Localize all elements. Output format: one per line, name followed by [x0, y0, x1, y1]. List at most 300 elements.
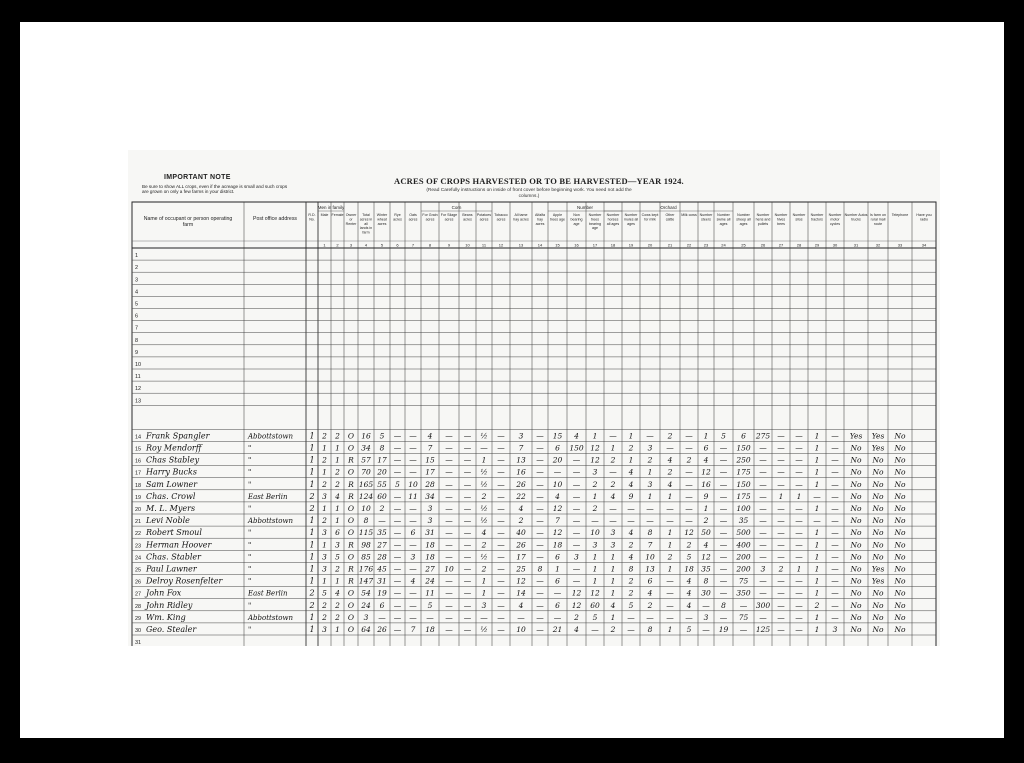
note-heading: IMPORTANT NOTE: [164, 174, 231, 181]
data-cell: —: [572, 467, 581, 477]
data-cell: 26: [516, 479, 526, 489]
data-cell: —: [759, 491, 767, 501]
column-header: Have you: [916, 213, 932, 217]
data-cell: R: [348, 576, 354, 586]
column-header: swine all: [716, 217, 731, 222]
data-cell: 60: [590, 600, 600, 610]
data-cell: 2: [686, 540, 692, 550]
post-office: ": [248, 601, 252, 610]
data-cell: —: [445, 576, 453, 586]
data-cell: 1: [814, 455, 820, 465]
data-cell: 12: [590, 455, 600, 465]
data-cell: Yes: [871, 431, 885, 441]
data-cell: —: [759, 455, 767, 465]
data-cell: —: [719, 528, 728, 538]
data-cell: R: [348, 564, 354, 574]
data-cell: 12: [701, 467, 711, 477]
data-cell: 1: [555, 564, 560, 574]
data-cell: 2: [335, 431, 340, 441]
column-header: or: [349, 217, 353, 222]
data-cell: 1: [592, 491, 598, 501]
data-cell: 50: [701, 528, 711, 538]
data-cell: 20: [552, 455, 563, 465]
row-number: 19: [135, 494, 142, 501]
column-header: All tame: [514, 213, 528, 217]
data-cell: —: [759, 588, 767, 598]
data-cell: 500: [736, 528, 751, 538]
data-cell: ½: [480, 467, 488, 477]
data-cell: O: [347, 600, 355, 610]
data-cell: 2: [647, 455, 653, 465]
data-cell: —: [813, 491, 821, 501]
data-cell: —: [536, 576, 544, 586]
data-cell: 28: [425, 479, 435, 489]
data-cell: No: [872, 600, 884, 610]
data-cell: —: [497, 431, 505, 441]
data-cell: 2: [322, 516, 327, 526]
post-office: ": [248, 565, 252, 574]
data-cell: 5: [721, 431, 726, 441]
row-number: 22: [135, 531, 142, 538]
data-cell: 2: [628, 540, 634, 550]
column-header: rural mail: [870, 217, 886, 222]
data-cell: No: [894, 467, 906, 477]
data-cell: 1: [481, 576, 487, 586]
data-cell: 26: [377, 625, 387, 634]
data-cell: —: [831, 516, 839, 526]
data-cell: No: [894, 540, 906, 550]
post-office: ": [248, 541, 252, 550]
column-number: 18: [610, 242, 616, 248]
column-header: hens and: [755, 217, 771, 222]
data-cell: —: [463, 504, 472, 513]
data-cell: 1: [481, 588, 487, 598]
column-header: acres: [425, 217, 435, 222]
column-header: acres: [393, 217, 402, 222]
data-cell: —: [409, 588, 417, 598]
occupant-name: Chas Stabley: [146, 455, 200, 465]
data-cell: —: [409, 467, 417, 477]
column-number: 31: [853, 242, 859, 248]
data-cell: 3: [322, 528, 327, 538]
data-cell: 34: [425, 491, 435, 501]
data-cell: ½: [480, 431, 488, 441]
row-number: 15: [135, 446, 142, 453]
data-cell: 3: [410, 552, 416, 562]
data-cell: 2: [335, 612, 340, 622]
column-number: 10: [465, 242, 470, 248]
data-cell: —: [719, 443, 728, 453]
column-header: Oats: [409, 213, 417, 217]
column-number: 29: [814, 242, 820, 248]
row-number: 26: [135, 579, 142, 586]
column-header: Post office address: [252, 216, 298, 222]
data-cell: 1: [335, 455, 340, 465]
data-cell: —: [759, 467, 767, 477]
data-cell: —: [445, 612, 453, 622]
data-cell: 12: [684, 528, 694, 538]
data-cell: 3: [427, 516, 433, 526]
data-cell: —: [813, 516, 821, 526]
data-cell: No: [850, 504, 862, 513]
data-cell: 12: [552, 528, 563, 538]
data-cell: —: [831, 491, 839, 501]
data-cell: 1: [667, 564, 673, 574]
data-cell: —: [536, 588, 544, 598]
data-cell: 10: [516, 625, 526, 634]
row-number: 6: [135, 313, 139, 320]
occupant-name: Levi Noble: [146, 516, 190, 526]
column-header: acres: [496, 217, 506, 222]
data-cell: 2: [322, 612, 327, 622]
data-cell: —: [702, 600, 710, 610]
data-cell: —: [409, 431, 417, 441]
data-cell: 26: [516, 540, 526, 550]
data-cell: 10: [590, 528, 600, 538]
row-number: 2: [135, 265, 139, 272]
column-header: all: [364, 221, 368, 226]
data-cell: —: [777, 600, 785, 610]
column-number: 14: [537, 242, 543, 248]
data-cell: 45: [377, 564, 387, 574]
row-number: 12: [135, 386, 142, 393]
rd-number: 1: [309, 564, 315, 574]
row-number: 11: [135, 374, 141, 381]
data-cell: 2: [322, 431, 327, 441]
data-cell: No: [872, 588, 884, 598]
data-cell: 19: [718, 625, 729, 634]
data-cell: 13: [645, 564, 655, 574]
row-number: 27: [135, 591, 142, 598]
data-cell: —: [666, 600, 674, 610]
data-cell: 19: [377, 588, 387, 598]
microfilm-page: [20, 22, 1004, 738]
data-cell: —: [831, 600, 839, 610]
data-cell: —: [685, 443, 693, 453]
rd-number: 2: [309, 491, 315, 501]
column-number: 16: [574, 242, 579, 248]
data-cell: —: [445, 479, 453, 489]
column-number: 22: [686, 242, 692, 248]
data-cell: —: [719, 504, 728, 513]
data-cell: 4: [518, 504, 524, 513]
data-cell: 12: [571, 588, 582, 598]
column-header: trees age: [550, 217, 565, 222]
column-header: cattle: [665, 217, 675, 222]
column-number: 28: [796, 242, 802, 248]
post-office: ": [248, 456, 252, 465]
data-cell: No: [894, 479, 906, 489]
data-cell: —: [759, 443, 767, 453]
data-cell: ½: [480, 479, 488, 489]
data-cell: —: [497, 479, 505, 489]
group-header: Men in family: [317, 205, 345, 210]
data-cell: 11: [408, 491, 418, 501]
column-header: acres: [444, 217, 454, 222]
data-cell: —: [445, 528, 453, 538]
data-cell: 150: [736, 443, 751, 453]
data-cell: —: [497, 612, 505, 622]
data-cell: ½: [480, 504, 488, 513]
data-cell: —: [445, 552, 453, 562]
data-cell: —: [572, 491, 581, 501]
data-cell: —: [497, 625, 505, 634]
data-cell: 1: [796, 564, 802, 574]
data-cell: 4: [574, 625, 579, 634]
column-number: 33: [897, 242, 903, 248]
data-cell: 57: [361, 455, 371, 465]
data-cell: —: [795, 528, 803, 538]
data-cell: —: [795, 479, 803, 489]
data-cell: 4: [686, 576, 692, 586]
data-cell: 75: [738, 612, 749, 622]
data-cell: 9: [703, 491, 709, 501]
data-cell: No: [850, 552, 862, 562]
data-cell: 5: [592, 612, 598, 622]
data-cell: —: [777, 467, 785, 477]
data-cell: —: [572, 528, 581, 538]
data-cell: O: [347, 625, 355, 634]
data-cell: 4: [427, 431, 433, 441]
row-number: 25: [135, 567, 142, 574]
data-cell: 2: [667, 552, 673, 562]
row-number: 17: [135, 470, 142, 477]
data-cell: 1: [814, 552, 820, 562]
data-cell: No: [872, 491, 884, 501]
data-cell: 5: [427, 600, 433, 610]
data-cell: 10: [408, 479, 418, 489]
data-cell: 3: [592, 467, 598, 477]
data-cell: 4: [628, 467, 634, 477]
data-cell: 125: [755, 625, 771, 634]
data-cell: —: [831, 540, 839, 550]
data-cell: 4: [647, 588, 653, 598]
rd-number: 1: [309, 443, 315, 453]
data-cell: —: [777, 443, 785, 453]
data-cell: 3: [363, 612, 369, 622]
column-header: motor: [830, 217, 840, 222]
data-cell: —: [685, 479, 693, 489]
column-header: bearing: [589, 221, 601, 226]
data-cell: —: [517, 612, 525, 622]
data-cell: —: [719, 455, 728, 465]
column-header: No.: [309, 217, 315, 222]
data-cell: —: [463, 528, 472, 538]
data-cell: 1: [592, 576, 598, 586]
data-cell: No: [850, 612, 862, 622]
data-cell: 5: [686, 625, 692, 634]
data-cell: —: [463, 443, 472, 453]
data-cell: —: [777, 528, 785, 538]
data-cell: —: [497, 467, 505, 477]
data-cell: No: [894, 564, 906, 574]
data-cell: 85: [361, 552, 371, 562]
data-cell: 1: [592, 431, 598, 441]
data-cell: No: [850, 467, 862, 477]
data-cell: No: [894, 625, 906, 634]
column-header: Alfalfa: [535, 213, 545, 217]
data-cell: —: [378, 516, 386, 526]
data-cell: —: [719, 612, 728, 622]
data-cell: 4: [574, 431, 579, 441]
data-cell: No: [872, 467, 884, 477]
data-cell: —: [831, 455, 839, 465]
data-cell: —: [666, 516, 674, 526]
data-cell: 1: [322, 540, 327, 550]
data-cell: No: [872, 540, 884, 550]
data-cell: 1: [335, 625, 340, 634]
data-cell: —: [426, 612, 434, 622]
data-cell: 1: [814, 588, 820, 598]
post-office: East Berlin: [248, 492, 288, 501]
data-cell: —: [409, 612, 417, 622]
column-number: 30: [832, 242, 838, 248]
data-cell: —: [409, 600, 417, 610]
occupant-name: Delroy Rosenfelter: [146, 576, 223, 586]
column-number: 5: [380, 242, 384, 248]
data-cell: 1: [610, 552, 616, 562]
data-cell: —: [463, 625, 472, 634]
post-office: ": [248, 468, 252, 477]
data-cell: No: [872, 455, 884, 465]
data-cell: 3: [322, 625, 327, 634]
data-cell: 2: [647, 600, 653, 610]
column-number: 9: [447, 242, 451, 248]
data-cell: 2: [379, 504, 385, 513]
column-header: Tobacco: [494, 213, 508, 217]
data-cell: 6: [555, 600, 560, 610]
column-header: Owner: [345, 213, 357, 217]
data-cell: —: [759, 479, 767, 489]
column-header: Number: [588, 213, 602, 217]
data-cell: —: [463, 467, 472, 477]
column-header: Total: [362, 213, 370, 217]
column-header: Number: [756, 213, 770, 217]
data-cell: No: [894, 588, 906, 598]
data-cell: No: [894, 528, 906, 538]
data-cell: 100: [736, 504, 751, 513]
occupant-name: M. L. Myers: [146, 504, 196, 513]
data-cell: —: [795, 625, 803, 634]
data-cell: 115: [358, 528, 374, 538]
rd-number: 2: [309, 504, 315, 513]
data-cell: —: [719, 576, 728, 586]
data-cell: 10: [552, 479, 563, 489]
group-header: Orchard: [660, 205, 677, 210]
data-cell: —: [409, 455, 417, 465]
data-cell: —: [719, 552, 728, 562]
data-cell: 2: [628, 443, 634, 453]
rd-number: 1: [309, 455, 315, 465]
data-cell: 21: [552, 625, 563, 634]
data-cell: —: [795, 516, 803, 526]
data-cell: —: [409, 564, 417, 574]
group-header: Number: [576, 205, 594, 210]
data-cell: —: [572, 455, 581, 465]
data-cell: —: [393, 516, 402, 526]
data-cell: 1: [778, 491, 784, 501]
data-cell: 75: [738, 576, 749, 586]
column-header: Rye: [394, 213, 401, 217]
data-cell: No: [872, 528, 884, 538]
data-cell: 3: [760, 564, 766, 574]
column-header: silos: [795, 217, 803, 222]
data-cell: —: [739, 600, 748, 610]
data-cell: 18: [684, 564, 694, 574]
data-cell: —: [627, 612, 635, 622]
data-cell: 1: [814, 625, 820, 634]
data-cell: No: [894, 516, 906, 526]
data-cell: 2: [335, 600, 340, 610]
column-number: 1: [323, 242, 326, 248]
column-header: R.D.: [308, 213, 316, 217]
data-cell: —: [609, 516, 617, 526]
data-cell: —: [646, 516, 654, 526]
data-cell: 1: [322, 504, 327, 513]
column-header: Number: [774, 213, 788, 217]
form-title: ACRES OF CROPS HARVESTED OR TO BE HARVESTED—YEAR 1924.: [394, 176, 684, 186]
data-cell: 8: [647, 625, 653, 634]
data-cell: —: [627, 516, 635, 526]
column-number: 13: [518, 242, 524, 248]
column-number: 17: [592, 242, 598, 248]
column-header: Beans: [462, 213, 473, 217]
data-cell: —: [409, 504, 417, 513]
data-cell: 2: [335, 467, 340, 477]
data-cell: No: [872, 479, 884, 489]
data-cell: —: [409, 516, 417, 526]
data-cell: —: [685, 612, 693, 622]
data-cell: 4: [335, 588, 340, 598]
data-cell: —: [393, 431, 402, 441]
data-cell: O: [347, 588, 355, 598]
data-cell: 150: [569, 443, 584, 453]
data-cell: No: [850, 516, 862, 526]
data-cell: —: [497, 504, 505, 513]
column-header: hives: [776, 217, 786, 222]
data-cell: 60: [377, 491, 387, 501]
column-header: acres in: [359, 217, 373, 222]
data-cell: No: [850, 540, 862, 550]
data-cell: No: [894, 443, 906, 453]
data-cell: 35: [701, 564, 711, 574]
data-cell: 6: [741, 431, 746, 441]
data-cell: 4: [518, 600, 524, 610]
data-cell: 2: [628, 588, 634, 598]
data-cell: 4: [610, 491, 616, 501]
column-header: radio: [920, 217, 928, 222]
data-cell: 1: [814, 612, 820, 622]
data-cell: 12: [701, 552, 711, 562]
data-cell: —: [666, 576, 674, 586]
data-cell: —: [759, 504, 767, 513]
data-cell: 1: [610, 612, 616, 622]
column-header: ages: [627, 221, 635, 226]
post-office: ": [248, 480, 252, 489]
column-header: Potatoes: [476, 213, 492, 217]
data-cell: —: [497, 540, 505, 550]
column-number: 6: [396, 242, 399, 248]
data-cell: —: [536, 540, 544, 550]
data-cell: —: [463, 612, 472, 622]
data-cell: —: [831, 612, 839, 622]
data-cell: 4: [703, 540, 709, 550]
row-number: 3: [135, 277, 139, 284]
row-number: 14: [135, 434, 142, 441]
data-cell: —: [572, 479, 581, 489]
data-cell: 35: [377, 528, 387, 538]
data-cell: 2: [481, 564, 487, 574]
